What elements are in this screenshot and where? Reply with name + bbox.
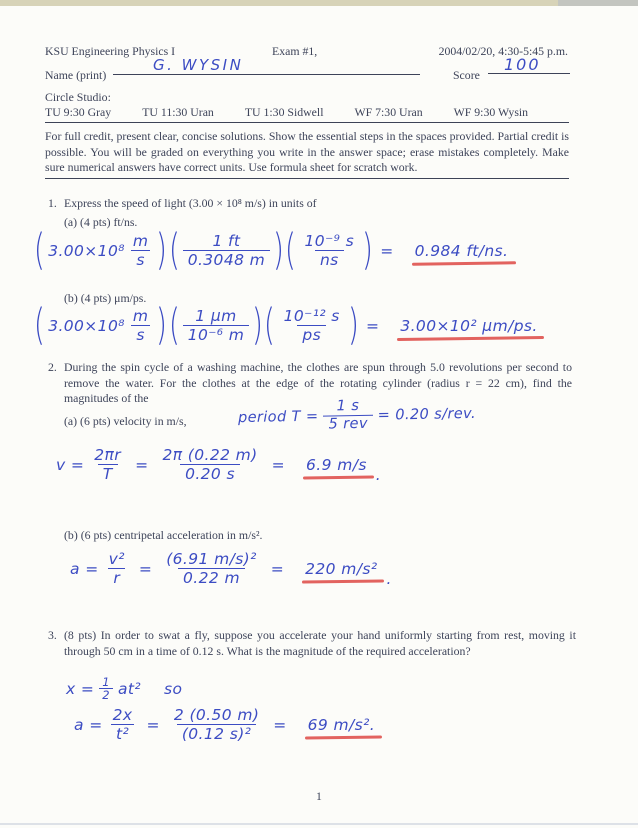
fraction	[323, 398, 373, 434]
numerator: 10⁻¹² s	[283, 306, 340, 325]
part-1b-label: (b) (4 pts) μm/ps.	[64, 291, 147, 305]
problem-number: 2.	[48, 360, 57, 374]
numerator: 2x	[112, 706, 133, 724]
problem-3-solution	[74, 706, 375, 744]
denominator: s	[131, 250, 149, 269]
part-2b-label: (b) (6 pts) centripetal acceleration in m/s².	[64, 528, 263, 542]
coefficient: 3.00×10⁸	[48, 316, 125, 335]
answer-2b: 220 m/s²	[305, 559, 378, 578]
equals-sign: =	[380, 241, 394, 260]
scan-edge-strip	[0, 0, 638, 6]
equals-sign: =	[273, 715, 287, 734]
problem-text: During the spin cycle of a washing machine, the clothes are spun through 5.0 revolutions per second to remove the water. For the clothes at the edge of the rotating cylinder (radius r = 22 cm), find the magnitudes of the	[64, 360, 572, 406]
equals-sign: =	[270, 559, 285, 578]
denominator: 10⁻⁶ m	[183, 325, 250, 344]
note-result: = 0.20 s/rev.	[377, 405, 477, 424]
lhs: x =	[66, 679, 95, 698]
denominator: 2	[99, 688, 113, 701]
exam-title: Exam #1,	[272, 44, 318, 58]
part-1a-label: (a) (4 pts) ft/ns.	[64, 215, 138, 229]
paren-glyph: (	[285, 225, 297, 275]
fraction	[300, 232, 360, 270]
answer-1a: 0.984 ft/ns.	[414, 241, 509, 260]
paren-glyph: )	[156, 300, 168, 350]
name-value: G. WYSIN	[153, 56, 244, 74]
equals-sign: =	[135, 455, 149, 474]
problem-number: 3.	[48, 628, 57, 642]
numerator: v²	[108, 550, 125, 568]
lhs: v =	[56, 455, 85, 474]
fraction	[128, 307, 154, 345]
answer-3: 69 m/s².	[307, 715, 376, 734]
denominator: ps	[297, 325, 326, 344]
paren-glyph: (	[33, 225, 46, 275]
part-1a-solution	[33, 225, 509, 275]
numerator: 1 ft	[212, 231, 241, 250]
numerator: 1	[102, 675, 111, 689]
coefficient: 3.00×10⁸	[48, 241, 125, 260]
fraction	[169, 706, 264, 744]
part-2a-solution	[56, 446, 381, 484]
fraction	[128, 232, 154, 270]
name-label: Name (print)	[45, 68, 107, 82]
speed-of-light-factor	[48, 307, 153, 345]
denominator: 0.20 s	[180, 464, 240, 483]
lhs: a =	[70, 559, 99, 578]
part-1b-solution	[33, 300, 538, 350]
problem-text: (8 pts) In order to swat a fly, suppose you accelerate your hand uniformly starting from rest, moving it through 50 cm in a time of 0.12 s. What is the magnitude of the required acceleration?	[64, 628, 576, 658]
denominator: 5 rev	[323, 415, 373, 434]
denominator: (0.12 s)²	[177, 724, 256, 743]
scan-edge-corner	[558, 0, 638, 6]
equals-sign: =	[365, 316, 380, 335]
course-title: KSU Engineering Physics I	[45, 44, 176, 58]
exam-datetime: 2004/02/20, 4:30-5:45 p.m.	[438, 44, 568, 58]
paren-glyph: )	[362, 225, 374, 275]
problem-3-setup	[66, 676, 182, 701]
studio-label: Circle Studio:	[45, 90, 111, 104]
paren-glyph: )	[252, 300, 264, 350]
paren-glyph: (	[168, 225, 180, 275]
instructions-divider	[45, 178, 569, 179]
paren-glyph: )	[273, 225, 285, 275]
numerator: 1 μm	[195, 306, 237, 325]
fraction	[183, 232, 270, 270]
fraction	[99, 676, 113, 701]
fraction	[279, 307, 345, 345]
numerator: m	[132, 231, 149, 250]
paren-glyph: (	[33, 300, 46, 350]
paren-glyph: )	[347, 300, 360, 350]
fraction	[104, 550, 130, 588]
period-mark: .	[375, 465, 382, 484]
part-2a-label: (a) (6 pts) velocity in m/s,	[64, 414, 187, 428]
part-2a-period-note	[238, 396, 477, 435]
equals-sign: =	[271, 455, 286, 474]
paren-glyph: (	[168, 300, 180, 350]
exam-instructions: For full credit, present clear, concise solutions. Show the essential steps in the spaces provided. Partial credit is possible. You will be graded on everything you write in the answer space; erase mistakes completely. Make sure numerical answers have correct units. Use formula sheet for scratch work.	[45, 129, 569, 175]
score-field[interactable]	[488, 56, 570, 74]
paren-glyph: (	[264, 300, 276, 350]
equals-sign: =	[146, 715, 160, 734]
numerator: (6.91 m/s)²	[166, 550, 257, 568]
fraction	[89, 446, 126, 484]
scan-bottom-edge	[0, 823, 638, 825]
answer-2a: 6.9 m/s	[306, 455, 367, 474]
fraction	[183, 307, 250, 345]
denominator: s	[131, 325, 149, 344]
answer-1b: 3.00×10² μm/ps.	[400, 316, 538, 335]
page-number: 1	[316, 789, 322, 803]
paren-glyph: )	[156, 225, 168, 275]
studio-option[interactable]: TU 11:30 Uran	[142, 105, 214, 119]
denominator: r	[108, 568, 125, 587]
numerator: 2 (0.50 m)	[173, 706, 260, 724]
score-value: 100	[504, 55, 541, 74]
studio-option[interactable]: WF 9:30 Wysin	[453, 105, 529, 119]
equals-sign: =	[138, 559, 153, 578]
studio-option[interactable]: TU 9:30 Gray	[45, 105, 112, 119]
denominator: 0.22 m	[178, 568, 245, 587]
problem-1	[48, 196, 572, 212]
denominator: t²	[111, 724, 134, 743]
studio-options	[45, 105, 528, 120]
name-field[interactable]	[113, 57, 420, 75]
studio-option[interactable]: TU 1:30 Sidwell	[244, 105, 324, 119]
problem-text: Express the speed of light (3.00 × 10⁸ m/s) in units of	[64, 196, 317, 210]
problem-number: 1.	[48, 196, 57, 210]
denominator: T	[98, 464, 118, 483]
problem-3	[48, 628, 576, 659]
lhs: a =	[74, 715, 103, 734]
numerator: 10⁻⁹ s	[304, 231, 355, 250]
connector-word: so	[164, 679, 183, 698]
denominator: 0.3048 m	[183, 250, 270, 269]
studio-option[interactable]: WF 7:30 Uran	[354, 105, 423, 119]
speed-of-light-factor	[48, 232, 153, 270]
denominator: ns	[315, 250, 344, 269]
part-2b-solution	[70, 550, 392, 588]
note-lhs: period T =	[237, 408, 319, 426]
score-label: Score	[453, 68, 480, 82]
expression: at²	[118, 679, 142, 698]
numerator: 1 s	[336, 397, 360, 415]
header-divider	[45, 122, 569, 123]
numerator: 2πr	[94, 446, 122, 464]
fraction	[108, 706, 138, 744]
numerator: m	[132, 306, 149, 325]
fraction	[161, 550, 262, 588]
period-mark: .	[386, 569, 392, 588]
fraction	[157, 446, 262, 484]
numerator: 2π (0.22 m)	[162, 446, 258, 464]
